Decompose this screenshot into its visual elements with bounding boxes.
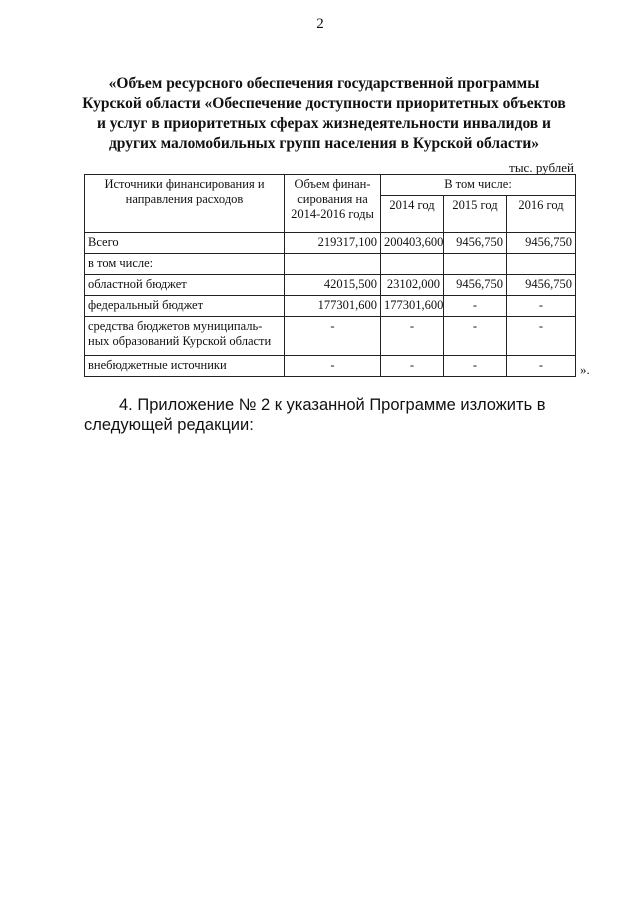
row-2015-value: - bbox=[444, 317, 507, 356]
header-year-2016: 2016 год bbox=[507, 196, 576, 233]
table-row-municipal-budgets bbox=[85, 317, 576, 356]
row-2016-value: 9456,750 bbox=[507, 233, 576, 254]
row-2016-value bbox=[507, 254, 576, 275]
row-2015-value: - bbox=[444, 296, 507, 317]
table-row-total bbox=[85, 233, 576, 254]
row-2015-value: 9456,750 bbox=[444, 233, 507, 254]
row-2014-value: - bbox=[381, 356, 444, 377]
row-total-value: 42015,500 bbox=[285, 275, 381, 296]
document-title: «Объем ресурсного обеспечения государственной программы Курской области «Обеспечение доступности приоритетных объектов и услуг в приоритетных сферах жизнедеятельности инвалидов и других маломобильных групп населения в Курской области» bbox=[82, 75, 566, 152]
row-label: средства бюджетов муниципаль-ных образований Курской области bbox=[85, 317, 285, 356]
closing-quote: ». bbox=[580, 362, 590, 377]
row-2016-value: 9456,750 bbox=[507, 275, 576, 296]
row-2015-value: - bbox=[444, 356, 507, 377]
header-source: Источники финансирования и направления расходов bbox=[85, 175, 285, 233]
table-row-regional-budget bbox=[85, 275, 576, 296]
row-2016-value: - bbox=[507, 317, 576, 356]
row-total-value: 219317,100 bbox=[285, 233, 381, 254]
header-year-2015: 2015 год bbox=[444, 196, 507, 233]
row-total-value: - bbox=[285, 317, 381, 356]
row-2014-value: 177301,600 bbox=[381, 296, 444, 317]
row-2014-value: 200403,600 bbox=[381, 233, 444, 254]
row-total-value bbox=[285, 254, 381, 275]
table-row-extrabudgetary bbox=[85, 356, 576, 377]
row-2016-value: - bbox=[507, 356, 576, 377]
row-label: внебюджетные источники bbox=[85, 356, 285, 377]
funding-table bbox=[84, 174, 576, 377]
units-label: тыс. рублей bbox=[509, 160, 574, 175]
row-2014-value: - bbox=[381, 317, 444, 356]
row-2014-value bbox=[381, 254, 444, 275]
row-label: Всего bbox=[85, 233, 285, 254]
table-row-federal-budget bbox=[85, 296, 576, 317]
row-total-value: - bbox=[285, 356, 381, 377]
row-label: федеральный бюджет bbox=[85, 296, 285, 317]
header-including: В том числе: bbox=[381, 175, 576, 196]
row-2014-value: 23102,000 bbox=[381, 275, 444, 296]
row-label: в том числе: bbox=[85, 254, 285, 275]
page-number: 2 bbox=[316, 16, 324, 32]
row-2016-value: - bbox=[507, 296, 576, 317]
row-2015-value: 9456,750 bbox=[444, 275, 507, 296]
row-2015-value bbox=[444, 254, 507, 275]
row-label: областной бюджет bbox=[85, 275, 285, 296]
table-row-including bbox=[85, 254, 576, 275]
header-year-2014: 2014 год bbox=[381, 196, 444, 233]
row-total-value: 177301,600 bbox=[285, 296, 381, 317]
header-total: Объем финан-сирования на 2014-2016 годы bbox=[285, 175, 381, 233]
paragraph-text: 4. Приложение № 2 к указанной Программе изложить в следующей редакции: bbox=[84, 396, 546, 434]
